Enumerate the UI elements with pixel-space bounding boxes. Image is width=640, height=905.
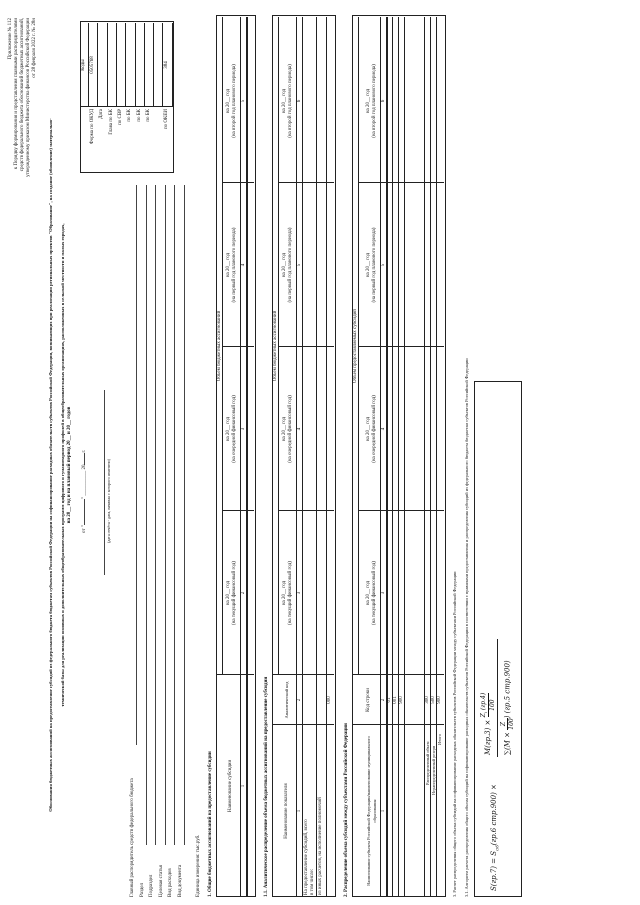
col-header-period: (на первый год планового периода) (288, 227, 293, 303)
formula-numerator: M(гр.3) × $Z_i$ (гр.4) 100 (480, 692, 497, 755)
s11-num-1: 1 (297, 809, 302, 813)
col-header-period: (на очередной финансовый год) (232, 395, 237, 463)
col-header-period: (на текущий финансовый год) (372, 561, 377, 625)
col-number: 2 (241, 591, 246, 595)
header-field-label: Вид расходов (168, 868, 173, 897)
col-header-year: на 20__ год (226, 88, 231, 114)
col-number: 5 (241, 99, 246, 103)
col-header-year: на 20__ год (226, 416, 231, 442)
s2-total-label-2: Нераспределенный резерв (431, 745, 436, 795)
header-field-line[interactable] (155, 185, 156, 845)
header-field-line[interactable] (174, 185, 175, 845)
header-field-label: Раздел (139, 882, 145, 897)
col-header-year: на 20__ год (282, 416, 287, 442)
s1-col-name: Наименование субсидии (228, 759, 233, 813)
s1-num-1: 1 (241, 784, 246, 788)
s2-code-3: 900 (399, 696, 404, 704)
codes-row-label: по БК (145, 109, 151, 122)
codes-row-label: Глава по БК (108, 109, 114, 135)
col-number: 6 (381, 99, 386, 103)
appendix-line-2: к Порядку формирования и представления главными распорядителями (14, 18, 19, 170)
document-title-line-1: Обоснования бюджетных ассигнований на предоставление субсидий из федерального бюджета бюджетам субъектов Российской Федерации на софинансирование расходных обязательств субъектов Российской Федерации, возникающих при реализации региональных проектов "Образование", на создание (обновление) материально- (48, 118, 53, 812)
col-header-year: на 20__ год (366, 580, 371, 606)
s11-col-code: Аналитический код (284, 681, 289, 719)
s2-code-2: 001 (393, 696, 398, 704)
col-header-year: на 20__ год (366, 416, 371, 442)
col-header-year: на 20__ год (282, 252, 287, 278)
s2-col-code: Код строки (366, 688, 371, 712)
col-number: 3 (381, 591, 386, 595)
s11-col-name: Наименование показателя (284, 783, 289, 839)
col-number: 4 (297, 427, 302, 431)
col-header-year: на 20__ год (366, 252, 371, 278)
codes-row-label: по ОКЕИ (164, 109, 170, 130)
col-number: 3 (241, 427, 246, 431)
col-header-period: (на текущий финансовый год) (232, 561, 237, 625)
header-field-line[interactable] (165, 185, 166, 845)
document-title-line-2: технической базы для реализации основных и дополнительных общеобразовательных программ цифрового и гуманитарного профилей в общеобразовательных организациях, расположенных в сельской местности и малых городах, (60, 223, 65, 707)
codes-row-label: по БК (127, 109, 133, 122)
codes-row-value: 384 (164, 61, 170, 69)
s11-num-2: 2 (297, 698, 302, 702)
section3-sub: 3.1. Алгоритм расчета распределения общего объема субсидий на софинансирование расходных обязательств субъектов Российской Федерации в соответствии с правилами предоставления и распределения субсидий из федерального бюджета бюджетам субъектов Российской Федерации (464, 358, 469, 897)
appendix-line-5: от 28 февраля 2022 г. № 28н (32, 18, 37, 78)
header-field-label: Главный распорядитель средств федерального бюджета (130, 778, 135, 897)
formula-denominator: ∑(M × Z 100 ) (гр.5 стр.900) (500, 660, 515, 755)
col-header-period: (на второй год планового периода) (372, 64, 377, 138)
s11-group-header: Объем бюджетных ассигнований (273, 310, 278, 382)
s2-total-label-1: Распределенный объем (425, 741, 430, 785)
col-header-year: на 20__ год (366, 88, 371, 114)
col-header-year: на 20__ год (282, 88, 287, 114)
date-suffix: г. (82, 449, 87, 453)
header-field-label: Подраздел (149, 874, 154, 897)
col-number: 3 (297, 591, 302, 595)
col-header-period: (на очередной финансовый год) (288, 395, 293, 463)
s2-num-2: 2 (381, 698, 386, 702)
codes-row-value: 0505768 (90, 56, 95, 74)
s11-row2-code: 000 (327, 696, 332, 704)
s2-col-name: Наименование субъекта Российской Федерации/наименование муниципального образования (366, 736, 377, 886)
col-number: 4 (241, 263, 246, 267)
s11-row1b-label: в том числе: (310, 868, 315, 895)
s11-row2-label: из иных расчетов, на исполнение полномочий (318, 797, 323, 895)
s2-total-code-3: 900 (437, 696, 442, 704)
header-field-line[interactable] (146, 185, 147, 845)
s1-group-header: Объем бюджетных ассигнований (217, 310, 222, 382)
section11-title: 1.1. Аналитическое распределение объема бюджетных ассигнований на предоставление субсидии (264, 676, 269, 897)
s2-group-header: Объем предоставляемых субсидий (353, 309, 358, 383)
codes-row-label: по СВР (117, 109, 123, 125)
col-number: 6 (297, 99, 302, 103)
appendix-line-3: средств федерального бюджета обоснований бюджетных ассигнований, (20, 18, 25, 172)
unit-label: Единица измерения: тыс.руб. (196, 834, 201, 897)
section1-title: 1. Общие бюджетных ассигнований на предоставление субсидии (208, 751, 213, 897)
header-field-line[interactable] (184, 185, 185, 845)
section3-title: 3. Расчет распределения общего объема субсидий на софинансирование расходных обязательств субъектов Российской Федерации между субъектами Российской Федерации (452, 571, 457, 897)
col-header-period: (на второй год планового периода) (232, 64, 237, 138)
s2-total-label-3: Итого (437, 733, 442, 745)
col-header-year: на 20__ год (282, 580, 287, 606)
date-caption: (дата отчёта - дата, начиная с которого изменено) (106, 459, 111, 543)
header-field-label: Целевая статья (158, 865, 164, 897)
col-header-period: (на очередной финансовый год) (372, 395, 377, 463)
col-header-year: на 20__ год (226, 580, 231, 606)
s2-total-code-1: 300 (425, 696, 430, 704)
col-number: 5 (381, 263, 386, 267)
col-header-period: (на первый год планового периода) (372, 227, 377, 303)
date-line (82, 450, 88, 533)
s11-row1-label: На предоставление субсидий, всего (304, 819, 309, 895)
appendix-line-1: Приложение № 112 (8, 18, 13, 60)
col-header-period: (на второй год планового периода) (288, 64, 293, 138)
codes-row-label: по БК (136, 109, 142, 122)
date-prefix: от " (82, 525, 87, 533)
header-field-line[interactable] (136, 185, 137, 745)
col-header-period: (на текущий финансовый год) (288, 561, 293, 625)
formula-lhs: $S(гр.7) = S_{Об}(гр.6$ стр.900) × (490, 784, 500, 891)
section2-title: 2. Распределение объема субсидий между субъектами Российской Федерации (344, 723, 349, 897)
codes-row-label: Форма по ОКУД (90, 109, 95, 145)
appendix-line-4: утвержденному приказом Министерства финансов Российской Федерации (26, 18, 31, 177)
document-title-line-3: на 20__ год и на плановый период 20__ и 20__ годов (67, 406, 72, 524)
s2-total-code-2: 500 (431, 696, 436, 704)
s2-code-1: 01 (387, 697, 392, 703)
col-number: 5 (297, 263, 302, 267)
codes-header: Коды (81, 59, 86, 71)
header-field-label: Вид документа (177, 864, 183, 897)
codes-row-label: Дата (99, 109, 105, 119)
col-header-period: (на первый год планового периода) (232, 227, 237, 303)
col-header-year: на 20__ год (226, 252, 231, 278)
col-number: 4 (381, 427, 386, 431)
date-mid: " __________ 20 (82, 464, 87, 500)
s2-num-1: 1 (381, 809, 386, 813)
